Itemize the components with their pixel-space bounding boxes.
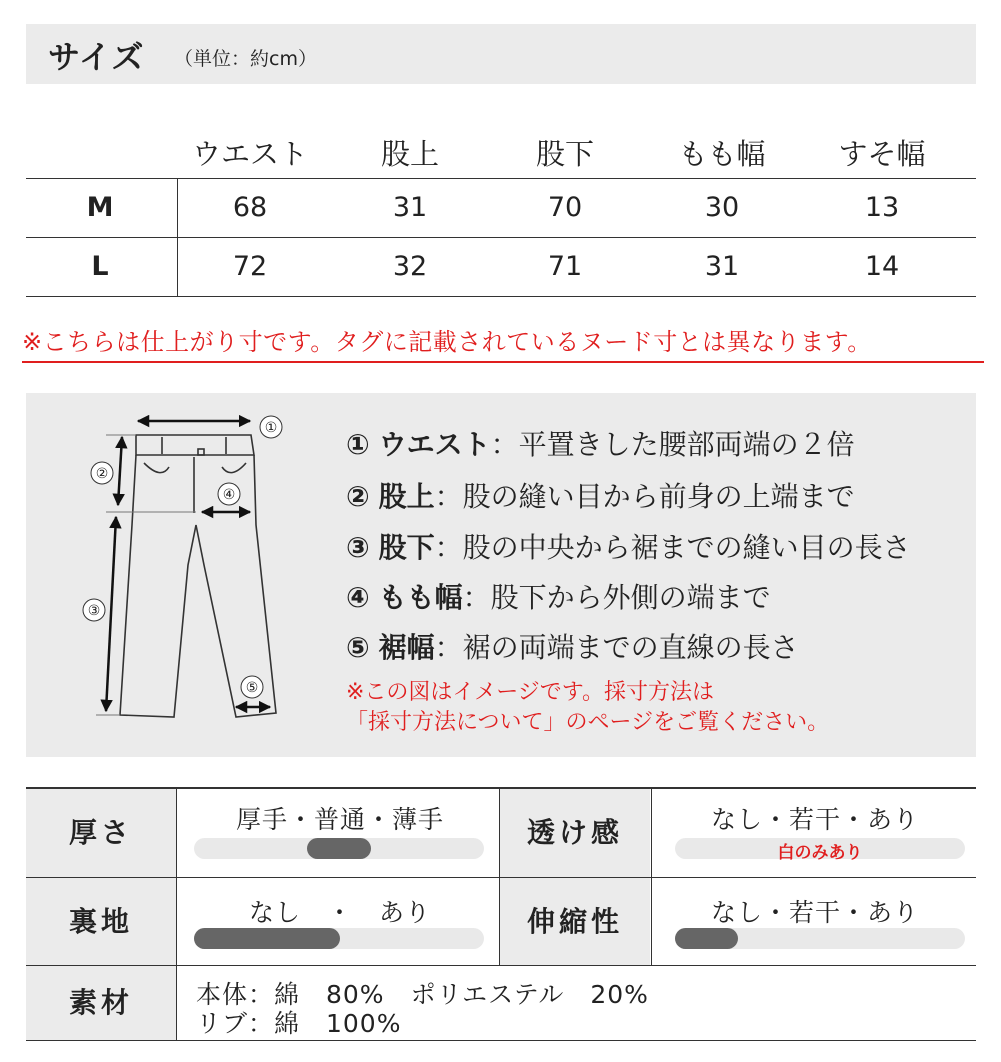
table-cell: 70 (547, 192, 583, 223)
stretch-indicator (675, 928, 965, 949)
measure-term: もも幅 (378, 581, 463, 614)
diagram-label-3: ③ (87, 603, 101, 619)
diagram-label-5: ⑤ (245, 680, 259, 696)
table-cell: 71 (547, 251, 583, 282)
measure-desc: ：股の縫い目から前身の上端まで (434, 480, 855, 513)
attr-options-lining: なし ・ あり (248, 898, 431, 927)
column-header-waist: ウエスト (191, 137, 308, 171)
pants-diagram (66, 405, 326, 745)
attr-label-thickness: 厚さ (26, 789, 176, 877)
measure-item-waist (346, 423, 855, 463)
table-divider (651, 789, 652, 965)
column-header-rise: 股上 (380, 137, 439, 171)
indicator-marker (307, 838, 371, 859)
measure-term: 股上 (378, 480, 435, 513)
attr-options-stretch: なし・若干・あり (710, 898, 919, 927)
table-divider (26, 178, 976, 179)
indicator-marker (194, 928, 340, 949)
circled-number: ⑤ (346, 631, 370, 664)
circled-number: ② (346, 480, 370, 513)
material-line: リブ：綿 100% (196, 1009, 402, 1038)
measure-term: 裾幅 (378, 631, 435, 664)
diagram-label-1: ① (264, 420, 278, 436)
measure-desc: ：平置きした腰部両端の２倍 (490, 428, 855, 461)
attr-label-sheer: 透け感 (500, 789, 650, 877)
diagram-label-2: ② (95, 466, 109, 482)
lining-indicator (194, 928, 484, 949)
indicator-marker (675, 928, 738, 949)
attr-options-thickness: 厚手・普通・薄手 (235, 805, 444, 834)
table-divider (176, 789, 177, 1040)
note-line: 「採寸方法について」のページをご覧ください。 (346, 710, 830, 735)
measure-desc: ：裾の両端までの直線の長さ (434, 631, 799, 664)
section-header (26, 24, 976, 84)
measure-term: 股下 (378, 531, 435, 564)
sheer-note: 白のみあり (777, 843, 863, 863)
table-divider (499, 789, 500, 965)
table-divider (26, 1040, 976, 1041)
column-header-inseam: 股下 (535, 137, 594, 171)
table-divider (177, 178, 178, 296)
column-header-thigh: もも幅 (678, 137, 766, 171)
diagram-label-4: ④ (222, 487, 236, 503)
thickness-indicator (194, 838, 484, 859)
measure-desc: ：股の中央から裾までの縫い目の長さ (434, 531, 911, 564)
table-cell: 32 (392, 251, 428, 282)
attr-label-lining: 裏地 (26, 878, 176, 965)
table-divider (26, 237, 976, 238)
measure-item-inseam (346, 526, 911, 566)
measure-item-rise (346, 475, 855, 515)
table-cell: 68 (232, 192, 268, 223)
measure-item-hem (346, 626, 799, 666)
table-cell: 31 (392, 192, 428, 223)
section-title: サイズ (48, 38, 145, 76)
attr-label-material: 素材 (26, 966, 176, 1040)
attr-options-sheer: なし・若干・あり (710, 805, 919, 834)
note-line: ※この図はイメージです。採寸方法は (346, 680, 715, 705)
table-cell: 14 (864, 251, 900, 282)
attr-label-stretch: 伸縮性 (500, 878, 650, 965)
table-cell: 30 (704, 192, 740, 223)
size-notice: ※こちらは仕上がり寸です。タグに記載されているヌード寸とは異なります。 (22, 322, 984, 363)
circled-number: ④ (346, 581, 370, 614)
column-header-hem: すそ幅 (838, 137, 926, 171)
measurement-guide (26, 393, 976, 757)
circled-number: ① (346, 428, 370, 461)
measure-desc: ：股下から外側の端まで (462, 581, 771, 614)
table-cell: 13 (864, 192, 900, 223)
row-label-m: M (86, 192, 114, 223)
row-label-l: L (91, 251, 109, 282)
diagram-note (346, 678, 829, 738)
measure-term: ウエスト (378, 428, 491, 461)
table-cell: 72 (232, 251, 268, 282)
table-cell: 31 (704, 251, 740, 282)
circled-number: ③ (346, 531, 370, 564)
material-line: 本体：綿 80% ポリエステル 20% (196, 980, 649, 1009)
measure-item-thigh (346, 576, 771, 616)
table-divider (26, 296, 976, 297)
unit-label: （単位：約cm） (174, 48, 317, 70)
